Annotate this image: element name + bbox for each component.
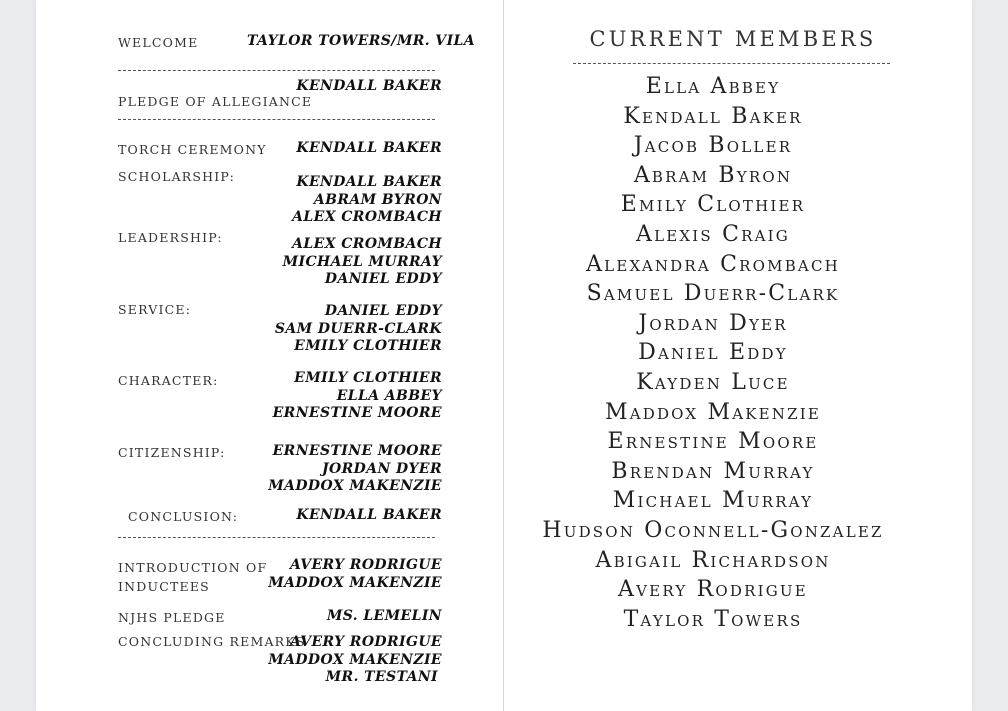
scholarship-label: SCHOLARSHIP: bbox=[118, 169, 235, 184]
members-list bbox=[503, 72, 923, 634]
pledge-name: KENDALL BAKER bbox=[296, 78, 442, 94]
torch-names bbox=[296, 140, 442, 158]
torch-name: KENDALL BAKER bbox=[296, 140, 442, 156]
member-name: Hudson Oconnell-Gonzalez bbox=[542, 517, 884, 543]
section-divider bbox=[118, 70, 435, 71]
introduction-name: AVERY RODRIGUE bbox=[289, 557, 442, 573]
service-label: SERVICE: bbox=[118, 302, 192, 317]
leadership-label: LEADERSHIP: bbox=[118, 230, 223, 245]
member-name: Abigail Richardson bbox=[595, 547, 831, 573]
conclusion-label: CONCLUSION: bbox=[128, 509, 239, 524]
section-divider bbox=[118, 119, 435, 120]
member-name: Jacob Boller bbox=[633, 133, 793, 159]
concluding-remarks-label: CONCLUDING REMARKS bbox=[118, 634, 306, 649]
member-name: Ernestine Moore bbox=[607, 429, 819, 455]
member-name: Alexis Craig bbox=[636, 221, 790, 247]
member-name: Abram Byron bbox=[633, 162, 793, 188]
concluding-remarks-names bbox=[268, 634, 442, 687]
character-name: EMILY CLOTHIER bbox=[294, 370, 442, 386]
member-name: Brendan Murray bbox=[611, 458, 815, 484]
member-name: Ella Abbey bbox=[645, 74, 781, 99]
njhs-pledge-name: MS. LEMELIN bbox=[326, 608, 442, 624]
concluding-remarks-name: MADDOX MAKENZIE bbox=[268, 651, 442, 668]
character-name: ERNESTINE MOORE bbox=[272, 405, 442, 421]
leadership-name: MICHAEL MURRAY bbox=[282, 253, 442, 270]
leadership-names bbox=[283, 236, 442, 289]
member-name: Taylor Towers bbox=[623, 606, 803, 632]
introduction-label-line: INTRODUCTION OF bbox=[118, 560, 268, 575]
concluding-remarks-name: MR. TESTANI bbox=[325, 669, 438, 685]
scholarship-names bbox=[292, 174, 442, 227]
leadership-name: DANIEL EDDY bbox=[324, 271, 442, 287]
pledge-names bbox=[296, 78, 442, 96]
member-name: Daniel Eddy bbox=[638, 340, 788, 366]
citizenship-name: JORDAN DYER bbox=[322, 460, 442, 477]
citizenship-name: ERNESTINE MOORE bbox=[272, 443, 442, 459]
welcome-names bbox=[247, 33, 475, 51]
citizenship-name: MADDOX MAKENZIE bbox=[268, 478, 442, 494]
njhs-pledge-label: NJHS PLEDGE bbox=[118, 610, 226, 625]
member-name: Michael Murray bbox=[612, 488, 814, 514]
service-name: DANIEL EDDY bbox=[324, 303, 442, 319]
member-name: Alexandra Crombach bbox=[586, 251, 840, 277]
service-name: EMILY CLOTHIER bbox=[294, 338, 442, 354]
character-label: CHARACTER: bbox=[118, 373, 219, 388]
member-name: Kayden Luce bbox=[636, 369, 790, 395]
njhs-pledge-names bbox=[327, 608, 442, 626]
character-names bbox=[273, 370, 442, 423]
member-name: Kendall Baker bbox=[623, 103, 803, 129]
scholarship-name: ALEX CROMBACH bbox=[292, 209, 442, 225]
members-title: CURRENT MEMBERS bbox=[589, 27, 877, 51]
citizenship-label: CITIZENSHIP: bbox=[118, 445, 226, 460]
member-name: Jordan Dyer bbox=[638, 310, 788, 336]
concluding-remarks-name: AVERY RODRIGUE bbox=[289, 634, 442, 650]
introduction-label bbox=[118, 558, 267, 596]
conclusion-name: KENDALL BAKER bbox=[296, 507, 442, 523]
member-name: Maddox Makenzie bbox=[604, 399, 822, 425]
pledge-label: PLEDGE OF ALLEGIANCE bbox=[118, 94, 313, 109]
members-title-divider bbox=[573, 63, 890, 64]
citizenship-names bbox=[268, 443, 442, 496]
scholarship-name: KENDALL BAKER bbox=[296, 174, 442, 190]
member-name: Avery Rodrigue bbox=[618, 577, 808, 603]
introduction-names bbox=[268, 557, 442, 592]
introduction-label-line: INDUCTEES bbox=[118, 579, 210, 594]
service-names bbox=[275, 303, 442, 356]
scholarship-name: ABRAM BYRON bbox=[313, 191, 442, 208]
member-name: Samuel Duerr-Clark bbox=[586, 281, 840, 307]
member-name: Emily Clothier bbox=[620, 192, 806, 218]
welcome-label: WELCOME bbox=[118, 35, 199, 50]
conclusion-names bbox=[296, 507, 442, 525]
leadership-name: ALEX CROMBACH bbox=[292, 236, 442, 252]
introduction-name: MADDOX MAKENZIE bbox=[268, 574, 442, 591]
character-name: ELLA ABBEY bbox=[336, 387, 442, 404]
welcome-name: TAYLOR TOWERS/MR. VILA bbox=[247, 33, 476, 49]
service-name: SAM DUERR-CLARK bbox=[274, 320, 442, 337]
section-divider bbox=[118, 537, 435, 538]
torch-label: TORCH CEREMONY bbox=[118, 142, 267, 157]
